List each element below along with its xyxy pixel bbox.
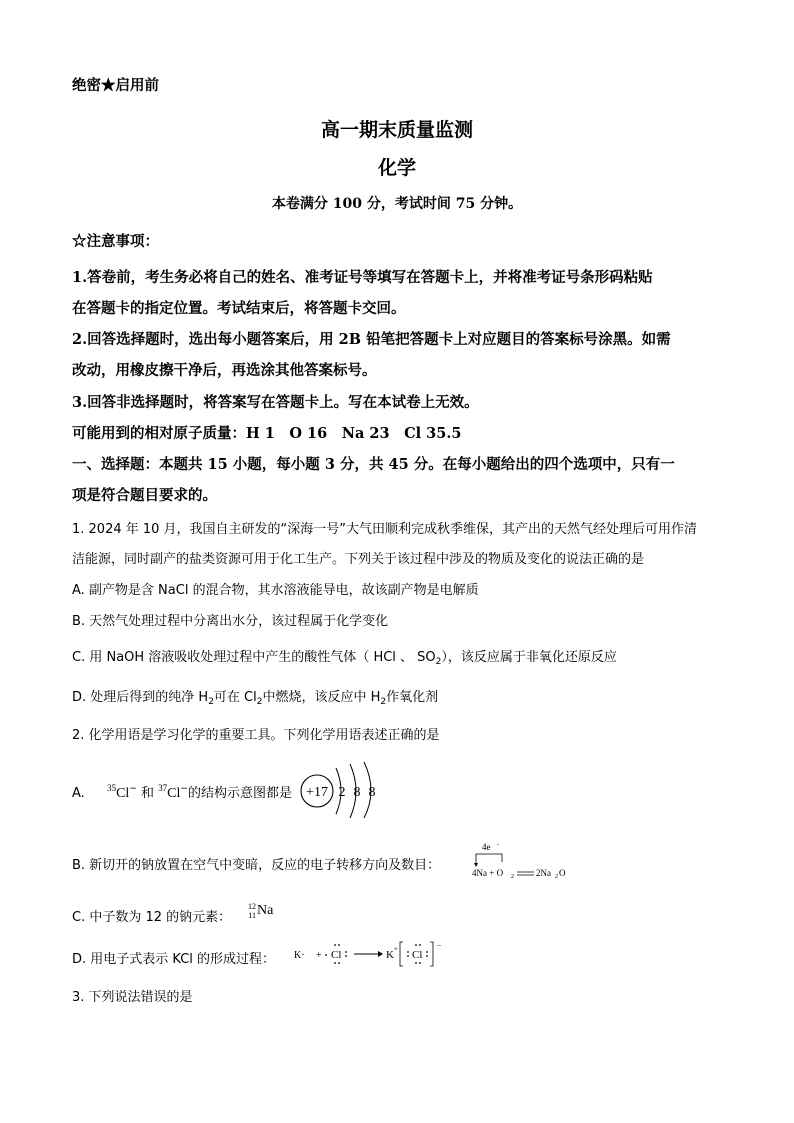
shell-1-electrons: 2 — [338, 785, 346, 800]
cl-dot-bottom-2 — [338, 962, 340, 964]
clion-dot-left-1 — [407, 951, 409, 953]
note-2-line-2: 改动，用橡皮擦干净后，再选涂其他答案标号。 — [72, 362, 377, 379]
section-1-heading-line-2: 项是符合题目要求的。 — [72, 487, 217, 504]
exam-info: 本卷满分 100 分，考试时间 75 分钟。 — [271, 196, 523, 212]
equation-product: 2Na — [536, 868, 551, 878]
nuclide-numbers — [244, 902, 256, 920]
potassium-atom: K· — [294, 950, 305, 961]
note-1-line-1: 1.答卷前，考生务必将自己的姓名、准考证号等填写在答题卡上，并将准考证号条形码粘贴 — [72, 269, 653, 286]
electron-minus: - — [497, 842, 499, 848]
cl-dot-right-2 — [345, 955, 347, 957]
secret-label: 绝密★启用前 — [72, 77, 159, 94]
equation-product-o: O — [559, 868, 566, 878]
o2-subscript: 2 — [511, 874, 514, 880]
electron-formula-diagram — [290, 936, 460, 970]
electron-transfer-diagram — [470, 840, 580, 882]
section-1-heading-line-1: 一、选择题：本题共 15 小题，每小题 3 分，共 45 分。在每小题给出的四个选项中，只有一 — [72, 456, 675, 473]
clion-dot-bottom-1 — [415, 962, 417, 964]
electron-transfer-arrow — [476, 854, 502, 866]
cl-dot-top-2 — [338, 944, 340, 946]
na2-subscript: 2 — [555, 874, 558, 880]
arrow-right-icon — [378, 951, 383, 957]
cl-dot-right-1 — [345, 951, 347, 953]
cl-dot-bottom-1 — [334, 962, 336, 964]
potassium-ion: K — [386, 949, 394, 961]
cl-dot-top-1 — [334, 944, 336, 946]
q2-option-d: D. 用电子式表示 KCl 的形成过程： — [72, 952, 276, 967]
clion-dot-bottom-2 — [419, 962, 421, 964]
q2-option-c: C. 中子数为 12 的钠元素： — [72, 910, 232, 925]
chlorine-atom: Cl — [331, 949, 342, 961]
nuclide-mass-number: 12 — [248, 902, 256, 911]
q2-option-b: B. 新切开的钠放置在空气中变暗，反应的电子转移方向及数目： — [72, 858, 441, 873]
nucleus-charge: +17 — [306, 785, 328, 800]
shell-2-electrons: 8 — [353, 785, 361, 800]
electron-count-label: 4e — [482, 842, 491, 852]
nuclide-atomic-number: 11 — [248, 911, 256, 920]
q1-option-c: C. 用 NaOH 溶液吸收处理过程中产生的酸性气体（ HCl 、 $SO_2$），该反应属于非氧化还原反应 — [72, 650, 617, 667]
chloride-charge: − — [437, 941, 442, 950]
atomic-mass-line: 可能用到的相对原子质量：H 1 O 16 Na 23 Cl 35.5 — [72, 425, 462, 442]
equation-reactants: 4Na + O — [472, 868, 504, 878]
q1-option-b: B. 天然气处理过程中分离出水分，该过程属于化学变化 — [72, 614, 389, 629]
q2-stem: 2. 化学用语是学习化学的重要工具。下列化学用语表述正确的是 — [72, 728, 440, 743]
arrow-head-icon — [474, 863, 478, 867]
q1-stem-line-1: 1. 2024 年 10 月，我国自主研发的“深海一号”大气田顺利完成秋季维保，其产出的天然气经处理后可用作清 — [72, 522, 698, 537]
clion-dot-right-2 — [426, 955, 428, 957]
clion-dot-top-2 — [419, 944, 421, 946]
note-3: 3.回答非选择题时，将答案写在答题卡上。写在本试卷上无效。 — [72, 394, 479, 411]
clion-dot-left-2 — [407, 955, 409, 957]
notes-heading: ☆注意事项： — [72, 233, 159, 250]
atom-structure-diagram — [298, 760, 388, 818]
potassium-charge: + — [394, 945, 398, 953]
q1-option-d: D. 处理后得到的纯净 $H_2$可在 $Cl_2$中燃烧，该反应中 $H_2$作氧化剂 — [72, 690, 439, 707]
cl-dot-left — [325, 954, 327, 956]
clion-dot-top-1 — [415, 944, 417, 946]
note-1-line-2: 在答题卡的指定位置。考试结束后，将答题卡交回。 — [72, 300, 406, 317]
note-2-line-1: 2.回答选择题时，选出每小题答案后，用 2B 铅笔把答题卡上对应题目的答案标号涂黑。如需 — [72, 331, 671, 348]
subject-title: 化学 — [377, 157, 416, 179]
plus-sign: + — [316, 950, 322, 961]
exam-title: 高一期末质量监测 — [320, 119, 473, 141]
q2-option-a: A. $^{35}$Cl− 和 $^{37}$Cl−的结构示意图都是 — [72, 783, 292, 801]
shell-3-electrons: 8 — [368, 785, 376, 800]
clion-dot-right-1 — [426, 951, 428, 953]
q1-stem-line-2: 洁能源，同时副产的盐类资源可用于化工生产。下列关于该过程中涉及的物质及变化的说法正确的是 — [72, 552, 645, 567]
q1-option-a: A. 副产物是含 NaCl 的混合物，其水溶液能导电，故该副产物是电解质 — [72, 583, 479, 598]
bracket-right — [430, 942, 433, 966]
bracket-left — [400, 942, 403, 966]
nuclide-symbol: Na — [257, 903, 274, 918]
q3-stem: 3. 下列说法错误的是 — [72, 990, 193, 1005]
chloride-ion: Cl — [412, 949, 423, 961]
